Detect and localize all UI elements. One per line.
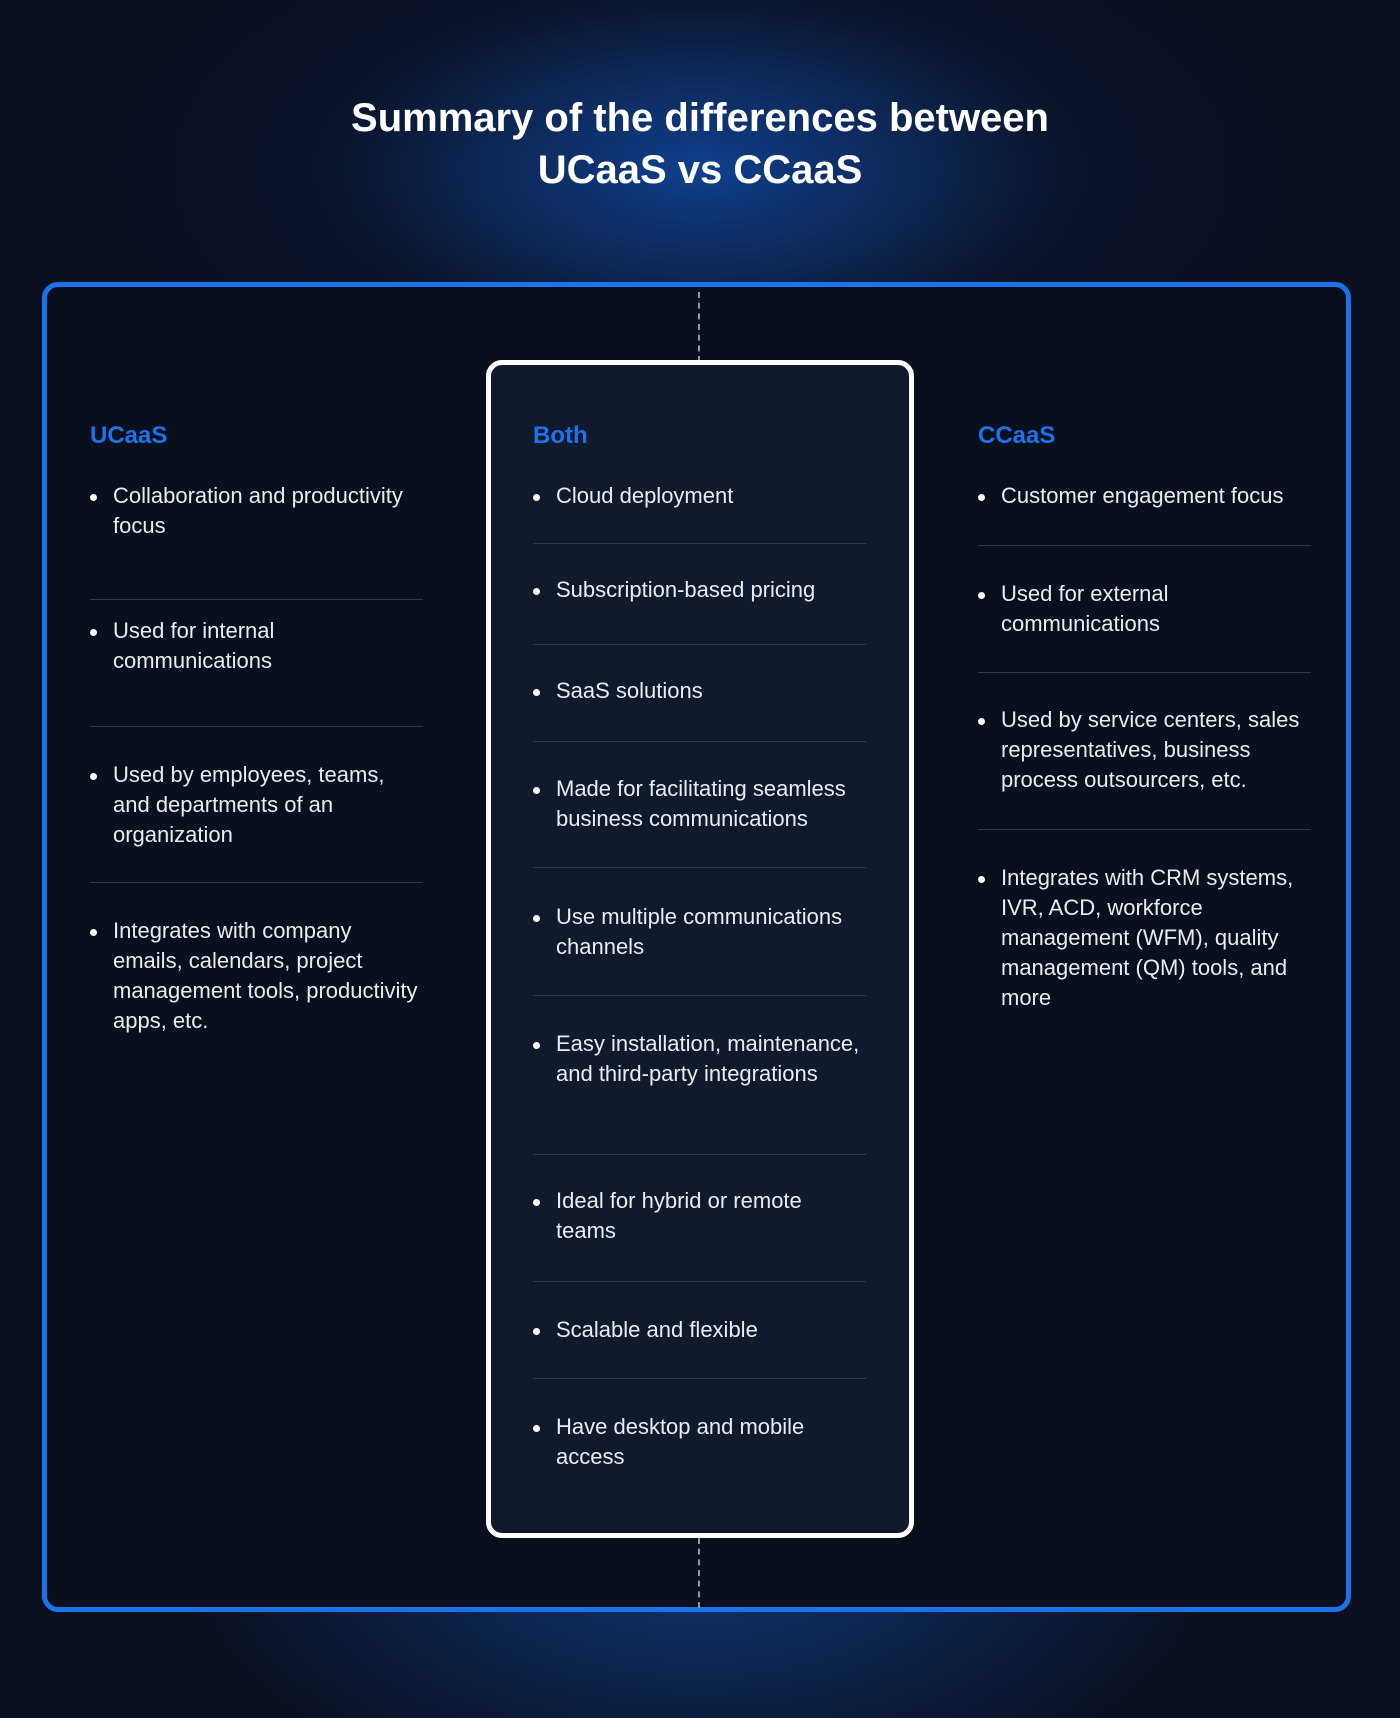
ccaas-column [978,415,1311,1030]
bullet-icon [978,494,985,501]
list-item-text: Used for external communications [1001,581,1169,636]
list-item-text: Used by service centers, sales representatives, business process outsourcers, etc. [1001,707,1300,792]
list-item-text: Used for internal communications [113,618,275,673]
list-item-text: Made for facilitating seamless business communications [556,776,846,831]
list-item [978,673,1311,830]
ucaas-heading: UCaaS [90,422,168,449]
list-item-text: Have desktop and mobile access [556,1414,805,1469]
list-item-text: Cloud deployment [556,483,734,508]
ccaas-list [978,457,1311,1030]
bullet-icon [978,718,985,725]
list-item-text: Integrates with company emails, calendars, project management tools, productivity apps, etc. [113,918,418,1033]
list-item [533,996,866,1155]
list-item-text: Easy installation, maintenance, and third-party integrations [556,1031,860,1086]
connector-line-bottom [698,1538,700,1608]
page-title-line-2: UCaaS vs CCaaS [537,148,863,192]
connector-line-top [698,292,700,362]
bullet-icon [978,876,985,883]
bullet-icon [533,1199,540,1206]
bullet-icon [533,1425,540,1432]
list-item [533,544,866,645]
bullet-icon [533,494,540,501]
bullet-icon [533,1042,540,1049]
ccaas-heading: CCaaS [978,422,1056,449]
list-item-text: Collaboration and productivity focus [113,483,403,538]
list-item-text: Ideal for hybrid or remote teams [556,1188,802,1243]
list-item [978,457,1311,546]
ucaas-column [90,415,423,1053]
list-item [978,546,1311,673]
bullet-icon [90,494,97,501]
bullet-icon [90,629,97,636]
list-item [533,645,866,742]
bullet-icon [533,915,540,922]
list-item [533,1379,866,1489]
list-item-text: Customer engagement focus [1001,483,1284,508]
both-column [533,415,866,1489]
list-item [533,742,866,868]
page-title-line-1: Summary of the differences between [351,96,1049,140]
bullet-icon [533,1328,540,1335]
list-item [533,1155,866,1282]
list-item-text: Subscription-based pricing [556,577,816,602]
list-item [90,883,423,1053]
list-item [533,1282,866,1379]
list-item-text: SaaS solutions [556,678,703,703]
bullet-icon [533,588,540,595]
bullet-icon [533,689,540,696]
both-list [533,457,866,1489]
bullet-icon [90,929,97,936]
list-item [90,727,423,883]
bullet-icon [533,787,540,794]
ucaas-list [90,457,423,1053]
list-item [90,457,423,600]
list-item-text: Scalable and flexible [556,1317,758,1342]
bullet-icon [90,773,97,780]
page-title [0,92,1400,196]
list-item-text: Integrates with CRM systems, IVR, ACD, workforce management (WFM), quality management (QM) tools, and more [1001,865,1294,1010]
both-heading: Both [533,422,588,449]
list-item-text: Use multiple communications channels [556,904,843,959]
bullet-icon [978,592,985,599]
list-item-text: Used by employees, teams, and departments of an organization [113,762,385,847]
list-item [90,600,423,727]
list-item [533,457,866,544]
list-item [978,830,1311,1030]
list-item [533,868,866,996]
